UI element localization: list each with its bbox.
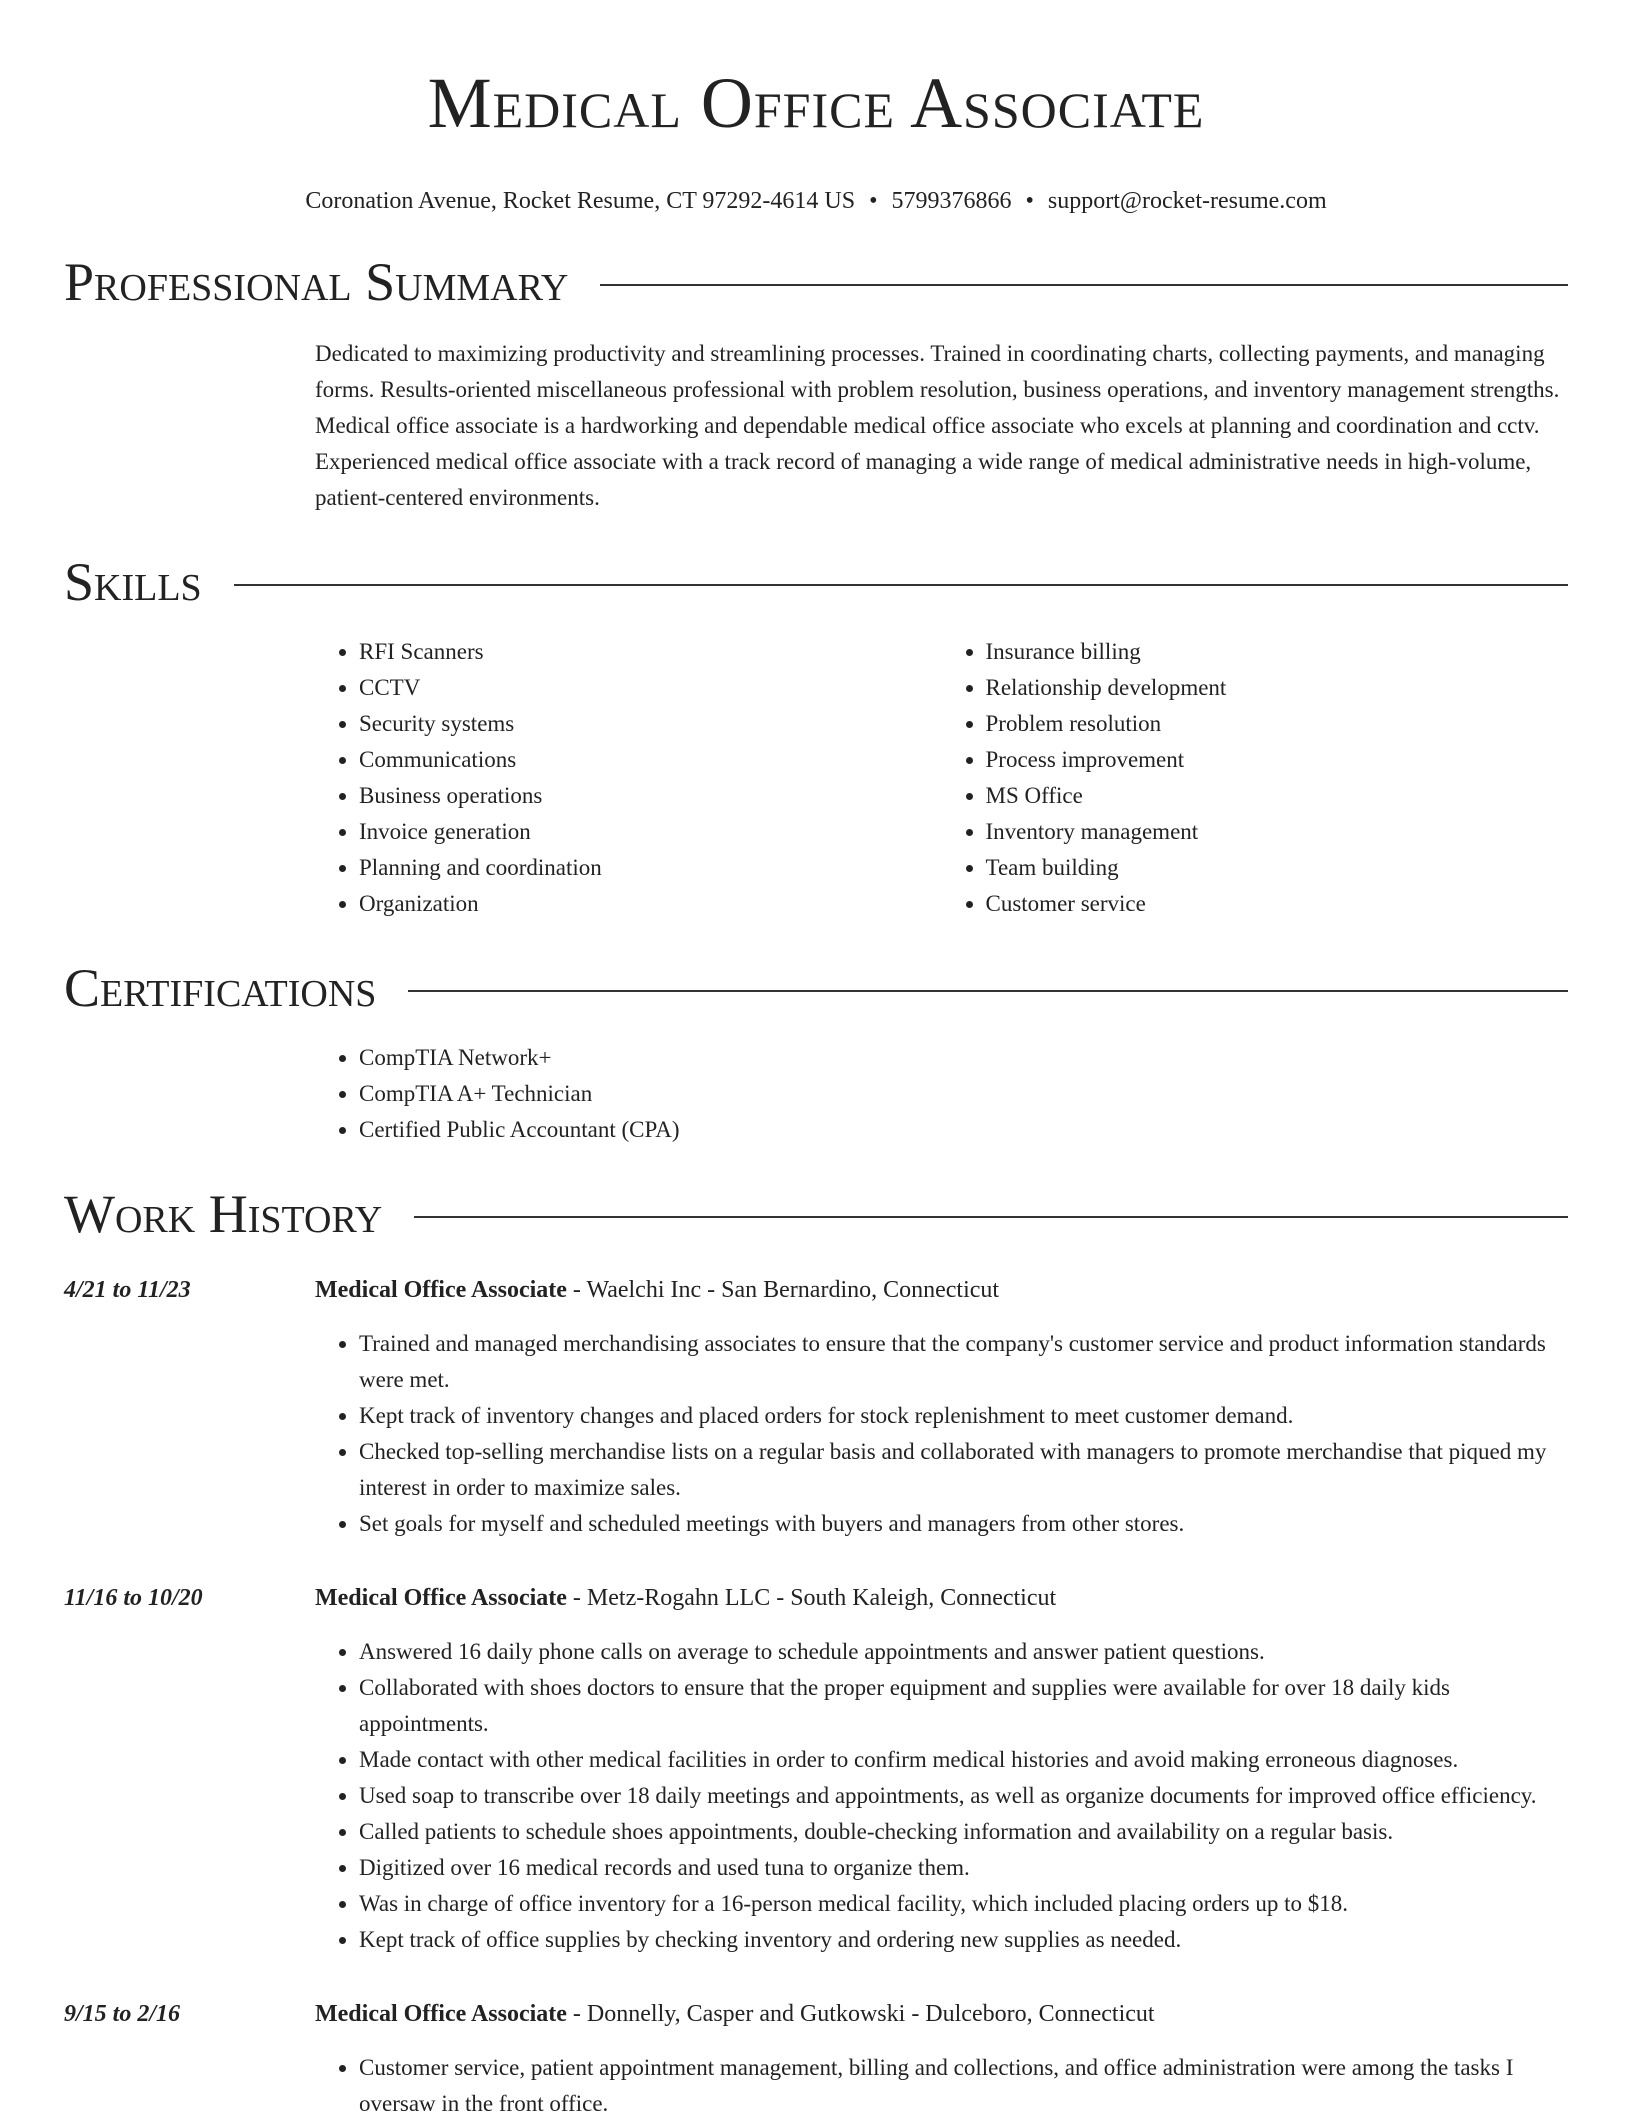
job-dates: 11/16 to 10/20 [64,1585,203,1611]
section-divider [600,284,1568,286]
contact-email: support@rocket-resume.com [1047,188,1327,214]
separator-dot: • [1025,188,1034,214]
list-item: • CompTIA A+ Technician [359,1076,1568,1112]
job-entry [64,1272,1568,1542]
list-item: • Business operations [359,778,942,814]
summary-heading: Professional Summary [64,252,569,312]
list-item: • Kept track of inventory changes and placed orders for stock replenishment to meet customer demand. [359,1398,1568,1434]
work-heading: Work History [64,1184,383,1244]
list-item: • Problem resolution [986,706,1569,742]
job-role: Medical Office Associate [315,1585,567,1611]
skills-section-header [64,550,1568,614]
work-section-header [64,1182,1568,1246]
list-item: • Called patients to schedule shoes appointments, double-checking information and availability on a regular basis. [359,1814,1568,1850]
job-title-line [315,1272,1568,1308]
list-item: • CompTIA Network+ [359,1040,1568,1076]
list-item: • Team building [986,850,1569,886]
job-details [315,1272,1568,1542]
list-item: • Certified Public Accountant (CPA) [359,1112,1568,1148]
list-item: • RFI Scanners [359,634,942,670]
list-item: • Set goals for myself and scheduled meetings with buyers and managers from other stores. [359,1506,1568,1542]
list-item: • Was in charge of office inventory for a 16-person medical facility, which included placing orders up to $18. [359,1886,1568,1922]
list-item: • Digitized over 16 medical records and used tuna to organize them. [359,1850,1568,1886]
list-item: • Collaborated with shoes doctors to ensure that the proper equipment and supplies were available for over 18 daily kids appointments. [359,1670,1568,1742]
job-dates: 9/15 to 2/16 [64,2001,181,2027]
list-item: • Organization [359,886,942,922]
skills-grid [315,634,1568,922]
list-item: • Relationship development [986,670,1569,706]
certifications-section-header [64,956,1568,1020]
list-item: • Answered 16 daily phone calls on average to schedule appointments and answer patient questions. [359,1634,1568,1670]
job-bullets [315,1326,1568,1542]
section-divider [234,584,1568,586]
job-entry [64,1580,1568,1958]
skills-heading: Skills [64,552,202,612]
job-employer: - Waelchi Inc - San Bernardino, Connecticut [566,1277,1000,1303]
list-item: • Made contact with other medical facilities in order to confirm medical histories and avoid making erroneous diagnoses. [359,1742,1568,1778]
list-item: • Process improvement [986,742,1569,778]
job-employer: - Metz-Rogahn LLC - South Kaleigh, Connecticut [566,1585,1057,1611]
list-item: • Security systems [359,706,942,742]
list-item: • Invoice generation [359,814,942,850]
list-item: • Communications [359,742,942,778]
job-bullets [315,2050,1568,2122]
certifications-body [315,1040,1568,1148]
skills-list-right [942,634,1569,922]
list-item: • MS Office [986,778,1569,814]
list-item: • Kept track of office supplies by checking inventory and ordering new supplies as needed. [359,1922,1568,1958]
list-item: • Used soap to transcribe over 18 daily meetings and appointments, as well as organize documents for improved office efficiency. [359,1778,1568,1814]
list-item: • Inventory management [986,814,1569,850]
summary-text: Dedicated to maximizing productivity and streamlining processes. Trained in coordinating charts, collecting payments, and managing forms. Results-oriented miscellaneous professional with problem resolution, business operations, and inventory management strengths. Medical office associate is a hardworking and dependable medical office associate who excels at planning and coordination and cctv. Experienced medical office associate with a track record of managing a wide range of medical administrative needs in high-volume, patient-centered environments. [315,341,1560,510]
list-item: • Customer service, patient appointment management, billing and collections, and office administration were among the tasks I oversaw in the front office. [359,2050,1568,2122]
list-item: • Checked top-selling merchandise lists on a regular basis and collaborated with managers to promote merchandise that piqued my interest in order to maximize sales. [359,1434,1568,1506]
skills-list-left [315,634,942,922]
certifications-heading: Certifications [64,958,377,1018]
list-item: • Insurance billing [986,634,1569,670]
list-item: • Trained and managed merchandising associates to ensure that the company's customer service and product information standards were met. [359,1326,1568,1398]
contact-phone: 5799376866 [891,188,1012,214]
job-details [315,1580,1568,1958]
job-employer: - Donnelly, Casper and Gutkowski - Dulceboro, Connecticut [566,2001,1155,2027]
summary-section-header [64,250,1568,314]
job-details [315,1996,1568,2122]
job-role: Medical Office Associate [315,2001,567,2027]
job-entry [64,1996,1568,2122]
certifications-list [315,1040,1568,1148]
job-bullets [315,1634,1568,1958]
job-title-line [315,1996,1568,2032]
section-divider [408,990,1568,992]
candidate-name: Medical Office Associate [427,63,1205,143]
contact-address: Coronation Avenue, Rocket Resume, CT 97292-4614 US [305,188,856,214]
contact-line [64,186,1568,216]
section-divider [414,1216,1568,1218]
job-role: Medical Office Associate [315,1277,567,1303]
separator-dot: • [869,188,878,214]
job-title-line [315,1580,1568,1616]
list-item: • Planning and coordination [359,850,942,886]
job-dates: 4/21 to 11/23 [64,1277,191,1303]
list-item: • Customer service [986,886,1569,922]
list-item: • CCTV [359,670,942,706]
